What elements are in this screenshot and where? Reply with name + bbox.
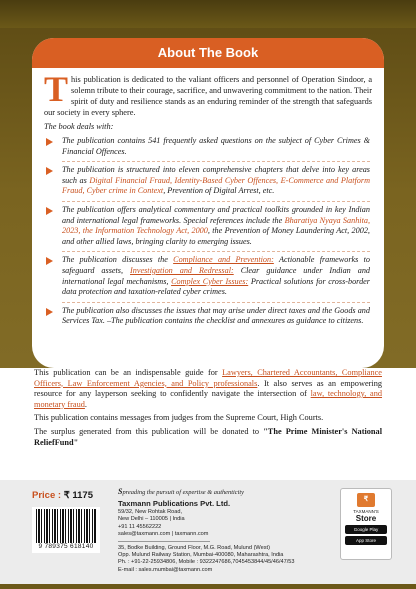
list-item [62, 303, 370, 331]
address-line: Opp. Mulund Railway Station, Mumbai-400080, Maharashtra, India [118, 552, 284, 559]
highlight-text: Lawyers, Chartered Accountants, Compliance Officers, Law Enforcement Agencies, and Policy professionals [34, 368, 382, 388]
email-line[interactable]: sales@taxmann.com | taxmann.com [118, 530, 209, 537]
tagline [118, 488, 328, 496]
price-value: ₹ 1175 [63, 490, 93, 501]
lower-text-block [0, 368, 416, 480]
about-card [32, 38, 384, 368]
top-band [0, 0, 416, 28]
address-line: New Delhi – 110005 | India [118, 516, 185, 523]
store-badge[interactable] [340, 488, 392, 560]
store-title: Store [355, 514, 377, 523]
drop-cap: T [44, 69, 69, 109]
highlight-text: Investigation and Redressal: [130, 265, 234, 275]
highlight-text: Compliance and Prevention: [173, 255, 274, 265]
list-item [62, 133, 370, 162]
paragraph-text: . It also serves as an empowering resource for any layperson seeking to confidently navigate the intersection of [34, 378, 382, 399]
feature-list [32, 133, 384, 331]
price-caption: Price : [32, 490, 64, 501]
address-line: 59/32, New Rohtak Road, [118, 509, 183, 516]
isbn-barcode [32, 507, 100, 553]
bottom-strip [0, 584, 416, 589]
donation-fund-name: "The Prime Minister's National ReliefFund" [34, 426, 382, 447]
paragraph-text: This publication can be an indispensable guide for [34, 368, 223, 377]
bullet-text: Actionable frameworks to safeguard assets, [62, 255, 370, 275]
list-item [62, 252, 370, 302]
phone-line: +91 11 45562222 [118, 523, 162, 530]
store-brand: TAXMANN'S [353, 509, 379, 514]
bullet-text: , Prevention of Digital Arrest, etc. [163, 186, 275, 196]
phone-line: Ph. : +91-22-25934806, Mobile : 9322247686,7045453844/45/46/47/53 [118, 559, 295, 566]
paragraph-text: . [84, 399, 87, 409]
email-line[interactable]: E-mail : sales.mumbai@taxmann.com [118, 566, 213, 573]
bullet-text: The publication offers analytical commentary and practical toolkits grounded in key Indian and international legal frameworks. Special references include the [62, 204, 370, 225]
app-store-badge[interactable]: App Store [345, 536, 387, 545]
tagline-initial: S [118, 487, 123, 496]
isbn-number: 9 789375 618140 [38, 543, 94, 550]
barcode-bars [36, 509, 96, 543]
highlight-text: law, technology, and monetary fraud [34, 389, 383, 409]
bullet-text: The publication contains 541 frequently asked questions on the subject of Cyber Crimes & Financial Offences. [62, 136, 370, 156]
google-play-badge[interactable]: Google Play [345, 525, 387, 534]
tagline-text: preading the pursuit of expertise & authenticity [122, 489, 244, 496]
price-label [32, 490, 93, 501]
divider [118, 541, 210, 542]
audience-paragraph [0, 368, 416, 410]
publisher-name: Taxmann Publications Pvt. Ltd. [118, 499, 231, 509]
section-title: About The Book [32, 38, 384, 68]
shopping-bag-icon: ₹ [357, 493, 375, 507]
bullet-text: The publication is structured into eleven comprehensive chapters that delve into key areas such as [62, 165, 370, 185]
bullet-text: , the Prevention of Money Laundering Act, 2002, and other allied laws, bringing clarity to emerging issues. [62, 226, 370, 246]
highlight-text: Digital Financial Fraud, Identity-Based Cyber Offences, E-Commerce and Platform Fraud, Cyber crime in Context [62, 175, 370, 196]
intro-paragraph [32, 68, 384, 118]
messages-paragraph: This publication contains messages from judges from the Supreme Court, High Courts. [34, 413, 324, 423]
list-item [62, 162, 370, 202]
publisher-info [118, 488, 328, 574]
footer [0, 480, 416, 589]
donation-paragraph [0, 427, 416, 448]
paragraph-text: The surplus generated from this publication will be donated to [34, 426, 264, 436]
highlight-text: Complex Cyber Issues: [171, 276, 249, 286]
bullet-text: Clear guidance under Indian and international legal mechanisms, [62, 265, 371, 286]
address-line: 35, Bodke Building, Ground Floor, M.G. Road, Mulund (West) [118, 545, 270, 552]
bullet-text: Practical solutions for cross-border data protection and taxation-related cyber crimes. [62, 276, 370, 297]
bullet-text: The publication also discusses the issues that may arise under direct taxes and the Goods and Services Tax. –The publication contains the checklist and annexures as guidance to citizens. [62, 305, 370, 326]
intro-text: his publication is dedicated to the valiant officers and personnel of Operation Sindoor, a solemn tribute to their courage, sacrifice, and unwavering commitment to the nation. Their spirit of duty and resilience stands as an enduring reminder of the strength that safeguards our society in every sphere. [44, 75, 372, 117]
highlight-text: Bharatiya Nyaya Sanhita, 2023, the Information Technology Act, 2000 [62, 215, 370, 236]
bullet-text: The publication discusses the [62, 255, 174, 265]
deals-heading: The book deals with: [44, 122, 114, 131]
list-item [62, 202, 370, 252]
